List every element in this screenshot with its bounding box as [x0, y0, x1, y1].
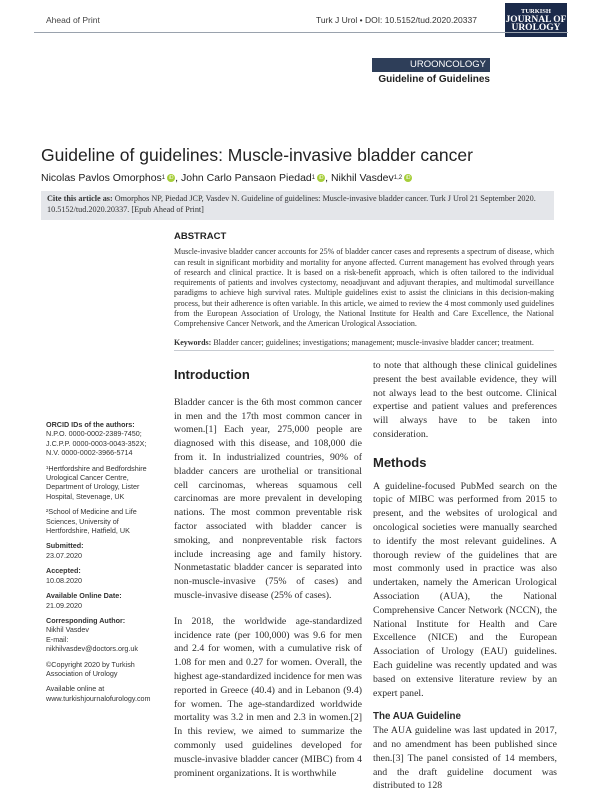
- orcid-icon[interactable]: iD: [168, 175, 174, 181]
- keywords: [174, 338, 554, 348]
- orcid-line: N.V. 0000-0002-3966-5714: [46, 448, 133, 458]
- aua-paragraph: The AUA guideline was last updated in 2017, and no amendment has been published since then.[3] The panel consisted of 14 members, and the draft guideline document was distributed to 128: [373, 725, 557, 792]
- abstract-section: [174, 232, 554, 348]
- article-title: Guideline of guidelines: Muscle-invasive bladder cancer: [41, 145, 473, 165]
- abstract-divider: [174, 350, 554, 351]
- keywords-label: Keywords:: [174, 337, 212, 347]
- author-list: Nicolas Pavlos Omorphos 1 iD , John Carlo Pansaon Piedad 1 iD , Nikhil Vasdev 1,2 iD: [41, 172, 411, 184]
- author-name: Nicolas Pavlos Omorphos: [41, 172, 162, 184]
- submitted-date: 23.07.2020: [46, 550, 82, 560]
- available-online-label: Available online at: [46, 684, 105, 694]
- article-sidebar: [46, 420, 151, 703]
- author-affiliation-sup: 1: [311, 175, 316, 181]
- accepted-label: Accepted:: [46, 566, 81, 576]
- methods-heading: Methods: [373, 454, 427, 470]
- orcid-block: [46, 420, 151, 458]
- methods-paragraph: A guideline-focused PubMed search on the topic of MIBC was performed from 2015 to present, and the websites of urological and oncological societies were manually searched to identify the most relevant guidelines. A thorough review of the guidelines that are most commonly used in practice was also undertaken, namely the American Urological Association (AUA), the National Comprehensive Cancer Network (NCCN), the National Institute for Health and Care Excellence (NICE) and the European Association of Urology (EAU) guidelines. Each guideline was recently updated and was based on extensive literature review by an expert panel.: [373, 480, 557, 699]
- column-left: [174, 368, 362, 780]
- aua-heading: The AUA Guideline: [373, 711, 461, 723]
- corresponding-block: [46, 616, 151, 654]
- accepted-block: [46, 566, 151, 585]
- cite-text: Omorphos NP, Piedad JCP, Vasdev N. Guideline of guidelines: Muscle-invasive bladder cancer. Turk J Urol 21 September 2020. 10.5152/tud.2020.20337. [Epub Ahead of Print]: [47, 194, 536, 214]
- intro-paragraph-3: to note that although these clinical guidelines present the best available evidence, they will not always lead to the best outcome. Clinical expertise and patient values and preferences will always have to be taken into consideration.: [373, 360, 557, 440]
- keywords-text: Bladder cancer; guidelines; investigations; management; muscle-invasive bladder cancer; treatment.: [213, 337, 534, 347]
- orcid-icon[interactable]: iD: [318, 175, 324, 181]
- intro-paragraph-1: Bladder cancer is the 6th most common cancer in men and the 17th most common cancer in women.[1] Each year, 275,000 people are diagnosed with this disease, and 108,000 die from it. In industrialized countries, 90% of bladder cancers are urothelial or transitional cell carcinomas, whereas squamous cell carcinomas are more prevalent in developing nations. The most common preventable risk factor associated with bladder cancer is smoking, and nonpreventable risk factors include increasing age and family history. Nonmetastatic bladder cancer is separated into non-muscle-invasive (75% of cases) and muscle-invasive disease (25% of cases).: [174, 396, 362, 601]
- ahead-of-print-label: Ahead of Print: [46, 15, 100, 25]
- logo-line3: UROLOGY: [511, 23, 561, 33]
- header-divider: [34, 32, 568, 33]
- logo-line2: JOURNAL OF: [505, 15, 567, 25]
- author-name: Nikhil Vasdev: [330, 172, 394, 184]
- author-affiliation-sup: 1: [161, 175, 166, 181]
- section-tag: UROONCOLOGY: [372, 58, 490, 72]
- corresponding-email[interactable]: nikhilvasdev@doctors.org.uk: [46, 644, 138, 654]
- affiliation-1: ¹Hertfordshire and Bedfordshire Urological Cancer Centre, Department of Urology, Lister Hospital, Stevenage, UK: [46, 463, 147, 501]
- column-right: [373, 359, 557, 793]
- submitted-block: [46, 541, 151, 560]
- copyright: ©Copyright 2020 by Turkish Association of Urology: [46, 659, 135, 678]
- submitted-label: Submitted:: [46, 541, 84, 551]
- cite-label: Cite this article as:: [47, 194, 113, 203]
- affiliation-2: ²School of Medicine and Life Sciences, University of Hertfordshire, Hatfield, UK: [46, 507, 137, 536]
- corresponding-name: Nikhil Vasdev: [46, 625, 90, 635]
- online-date-block: [46, 591, 151, 610]
- online-date: 21.09.2020: [46, 600, 82, 610]
- logo-line1: TURKISH: [521, 8, 551, 15]
- journal-doi: Turk J Urol • DOI: 10.5152/tud.2020.20337: [316, 15, 477, 25]
- introduction-heading: Introduction: [174, 367, 250, 382]
- author-name: John Carlo Pansaon Piedad: [180, 172, 312, 184]
- orcid-line: N.P.O. 0000-0002-2389-7450;: [46, 429, 142, 439]
- email-label: E-mail:: [46, 634, 69, 644]
- cite-box: [41, 191, 554, 220]
- orcid-icon[interactable]: iD: [405, 175, 411, 181]
- author-affiliation-sup: 1,2: [393, 175, 403, 181]
- journal-url[interactable]: www.turkishjournalofurology.com: [46, 693, 151, 703]
- online-date-label: Available Online Date:: [46, 591, 122, 601]
- abstract-body: Muscle-invasive bladder cancer accounts for 25% of bladder cancer cases and represents a spectrum of disease, which can result in significant morbidity and mortality for anyone affected. Current management has evolved through years of research and clinical practice. It is based on a risk-benefit approach, which is often tailored to the individual requirements of patients and involves cystectomy, neoadjuvant and adjuvant therapies, and multimodal surveillance paradigms to achieve high survival rates. Multiple guidelines exist to assist the clinicians in this decision-making process, but their adherence is often variable. In this article, we aimed to review the 4 most commonly used guidelines from the European Association of Urology, the National Institute for Health and Care Excellence, the National Comprehensive Cancer Network, and the American Urological Association.: [174, 247, 554, 329]
- intro-paragraph-2: In 2018, the worldwide age-standardized incidence rate (per 100,000) was 9.6 for men and 2.4 for women, with a cumulative risk of 1.08 for men and 0.27 for women. Overall, the highest age-standardized incidence for men was reported in Greece (40.4) and in Lebanon (9.4) for women. The age-standardized worldwide mortality was 3.2 in men and 2.3 in women.[2] In this review, we aimed to summarize the commonly used guidelines developed for muscle-invasive bladder cancer (MIBC) from 4 prominent organizations. It is worthwhile: [174, 615, 362, 779]
- accepted-date: 10.08.2020: [46, 575, 82, 585]
- abstract-heading: ABSTRACT: [174, 231, 227, 242]
- corresponding-label: Corresponding Author:: [46, 615, 126, 625]
- orcid-label: ORCID IDs of the authors:: [46, 420, 135, 429]
- orcid-line: J.C.P.P. 0000-0003-0043-352X;: [46, 438, 147, 448]
- section-subtitle: Guideline of Guidelines: [378, 74, 490, 85]
